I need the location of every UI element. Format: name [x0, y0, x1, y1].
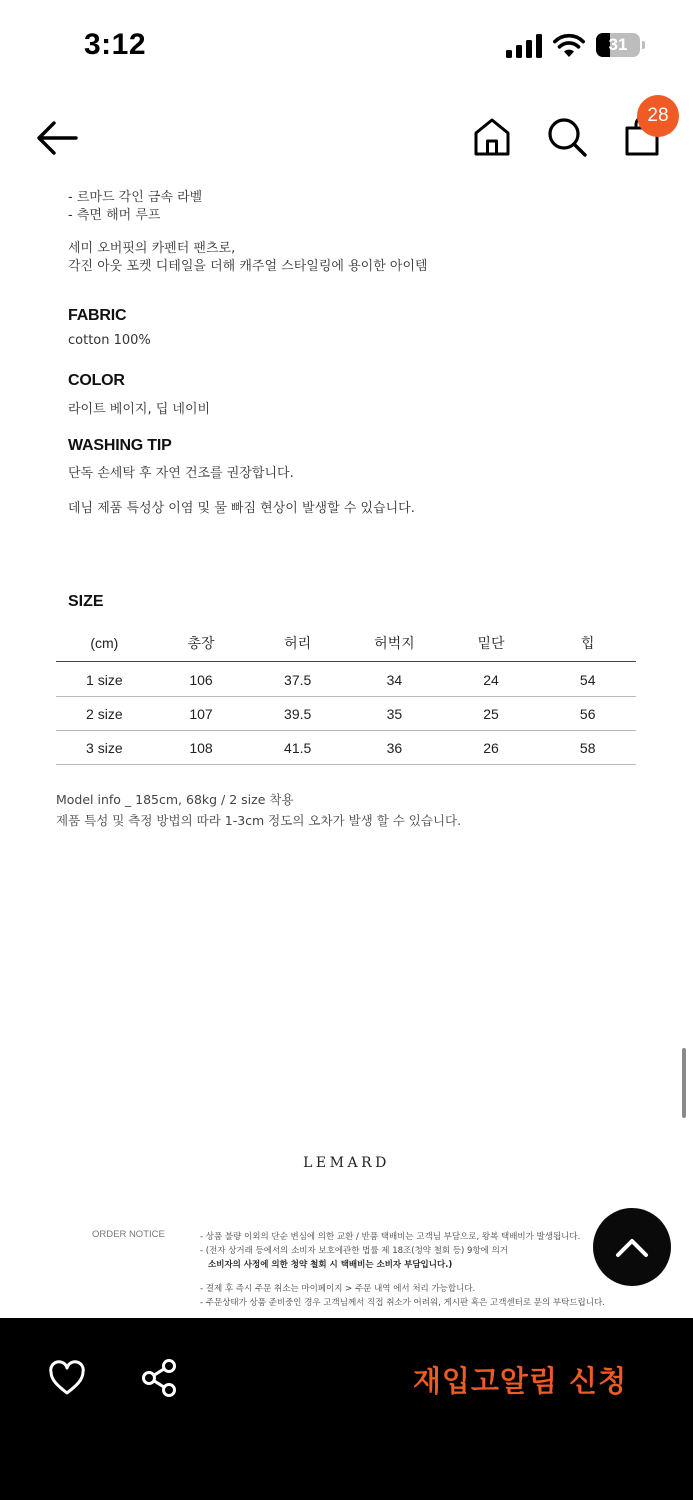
size-heading: SIZE [68, 593, 104, 610]
description-line: 각진 아웃 포켓 디테일을 더해 캐주얼 스타일링에 용이한 아이템 [68, 259, 428, 274]
order-notice-line: - 주문상태가 상품 준비중인 경우 고객님께서 직접 취소가 어려워, 게시판 혹은 고객센터로 문의 부탁드립니다. [200, 1298, 605, 1308]
model-info: Model info _ 185cm, 68kg / 2 size 착용 [56, 792, 294, 807]
status-time: 3:12 [84, 28, 147, 61]
color-heading: COLOR [68, 372, 125, 389]
size-cell: 26 [483, 739, 499, 756]
back-arrow-icon[interactable] [34, 118, 80, 158]
size-cell: 34 [386, 671, 403, 688]
restock-alert-button[interactable]: 재입고알림 신청 [412, 1363, 628, 1398]
washing-tip-heading: WASHING TIP [68, 437, 172, 454]
battery-level: 31 [608, 35, 628, 54]
size-cell: 58 [579, 739, 596, 756]
feature-line: - 르마드 각인 금속 라벨 [68, 190, 203, 205]
brand-logo: LEMARD [303, 1155, 390, 1171]
washing-tip-line: 데님 제품 특성상 이염 및 물 빠짐 현상이 발생할 수 있습니다. [68, 501, 415, 516]
bottom-action-bar [0, 1318, 693, 1500]
size-header-cell: 허벅지 [374, 634, 415, 651]
size-cell: 1 size [86, 671, 123, 688]
chevron-up-icon [593, 1208, 671, 1286]
color-value: 라이트 베이지, 딥 네이비 [68, 402, 211, 417]
battery-indicator [596, 33, 646, 57]
order-notice-line: - (전자 상거래 등에서의 소비자 보호에관한 법률 제 18조(청약 철회 등) 9항에 의거 [200, 1246, 508, 1256]
size-cell: 24 [483, 671, 499, 688]
status-bar [0, 0, 693, 90]
nav-bar [0, 100, 693, 176]
size-table-row [56, 697, 636, 731]
size-table-row [56, 731, 636, 765]
size-cell: 54 [579, 671, 596, 688]
washing-tip-line: 단독 손세탁 후 자연 건조를 권장합니다. [68, 466, 294, 481]
order-notice-line: 소비자의 사정에 의한 청약 철회 시 택배비는 소비자 부담입니다.) [208, 1260, 453, 1270]
feature-line: - 측면 해머 루프 [68, 208, 161, 223]
share-icon[interactable] [140, 1358, 178, 1398]
home-icon[interactable] [472, 116, 512, 158]
size-cell: 36 [386, 739, 403, 756]
tolerance-note: 제품 특성 및 측정 방법의 따라 1-3cm 정도의 오차가 발생 할 수 있습니다. [56, 813, 462, 828]
size-cell: 25 [483, 705, 499, 722]
size-header-cell: 밑단 [477, 634, 505, 651]
size-table-row [56, 663, 636, 697]
size-cell: 108 [189, 739, 213, 756]
fabric-value: cotton 100% [68, 333, 151, 348]
order-notice-line: - 상품 불량 이외의 단순 변심에 의한 교환 / 반품 택배비는 고객님 부담으로, 왕복 택배비가 발생됩니다. [200, 1232, 581, 1242]
order-notice-line: - 결제 후 즉시 주문 취소는 마이페이지 > 주문 내역 에서 처리 가능합니다. [200, 1284, 476, 1294]
cart-count-badge: 28 [637, 95, 679, 137]
description-line: 세미 오버핏의 카펜터 팬츠로, [68, 241, 236, 256]
size-cell: 35 [386, 705, 403, 722]
size-header-cell: (cm) [90, 634, 119, 651]
size-cell: 56 [579, 705, 596, 722]
size-table-header [56, 624, 636, 662]
scroll-to-top-button[interactable] [593, 1208, 671, 1286]
size-cell: 41.5 [284, 739, 312, 756]
scrollbar-thumb[interactable] [682, 1048, 686, 1118]
size-cell: 39.5 [284, 705, 312, 722]
search-icon[interactable] [546, 116, 588, 158]
size-header-cell: 총장 [187, 634, 215, 651]
size-cell: 2 size [86, 705, 123, 722]
size-header-cell: 허리 [284, 634, 312, 651]
heart-icon[interactable] [48, 1360, 86, 1396]
wifi-icon [553, 33, 585, 59]
size-cell: 107 [189, 705, 213, 722]
order-notice-label: ORDER NOTICE [92, 1229, 165, 1240]
size-cell: 37.5 [284, 671, 312, 688]
size-cell: 3 size [86, 739, 123, 756]
cellular-signal-icon [506, 34, 544, 58]
size-cell: 106 [189, 671, 213, 688]
size-header-cell: 힙 [580, 634, 595, 651]
fabric-heading: FABRIC [68, 307, 127, 324]
